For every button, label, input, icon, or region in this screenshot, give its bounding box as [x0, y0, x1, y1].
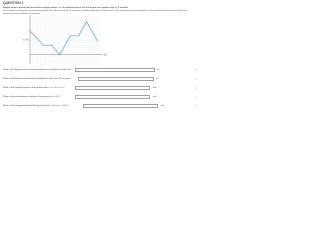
question-row-displacement — [3, 68, 197, 72]
question-text-average-speed: What is the average speed of the particle from t = 0 s to t = 5 s? — [3, 86, 65, 89]
question-text-distance: What is the distance traveled by the particle for the entire 25 seconds? — [3, 77, 72, 80]
unit-label-average-velocity: m/s — [161, 104, 165, 107]
answer-field-average-velocity[interactable] — [83, 104, 158, 108]
y-axis-label: x (m) — [23, 38, 29, 42]
answer-field-instantaneous-velocity[interactable] — [75, 95, 150, 99]
data-point — [51, 45, 52, 46]
graph-grid — [30, 17, 100, 64]
instruction-graph: The position vs time graph of a moving particle for a time interval of 25 seconds is shown below. Each square unit in the horizontal axis corresponds to one second and each square unit in the vertical axis corresponds to one meter. — [3, 9, 188, 15]
x-axis-label: t (s) — [102, 53, 107, 57]
check-icon: ✓ — [194, 68, 197, 72]
unit-label-distance: m — [156, 77, 158, 80]
question-row-average-speed — [3, 86, 197, 90]
question-text-average-velocity: What is the average velocity of the particle from t = 11 s to t = 18 s? — [3, 104, 69, 107]
check-icon: ✓ — [194, 104, 197, 108]
question-row-instantaneous-velocity — [3, 95, 197, 99]
question-text-instantaneous-velocity: What is the instantaneous velocity of the particle at t = 9 s? — [3, 95, 61, 98]
unit-label-instantaneous-velocity: m/s — [153, 95, 157, 98]
answer-field-distance[interactable] — [78, 77, 154, 81]
data-point — [30, 31, 31, 32]
data-point — [86, 21, 87, 22]
question-text-displacement: What is the displacement of the particle for the period 25 seconds? Δx = — [3, 68, 73, 71]
unit-label-average-speed: m/s — [153, 86, 157, 89]
answer-field-average-speed[interactable] — [75, 86, 150, 90]
data-point — [43, 45, 44, 46]
answer-field-displacement[interactable] — [75, 68, 155, 72]
instruction-lead: Supply what is asked with the correct integer values, i.e. no decimal places. Do not forget the negative sign (-) if needed. — [3, 7, 129, 9]
data-point — [70, 35, 71, 36]
data-point — [78, 35, 79, 36]
data-point — [97, 40, 98, 41]
data-point — [59, 54, 60, 55]
check-icon: ✓ — [194, 95, 197, 99]
question-row-average-velocity — [3, 104, 197, 108]
check-icon: ✓ — [194, 77, 197, 81]
check-icon: ✓ — [194, 86, 197, 90]
unit-label-displacement: m — [157, 68, 159, 71]
question-title: QUESTION 1 — [3, 1, 24, 5]
question-row-distance — [3, 77, 197, 81]
